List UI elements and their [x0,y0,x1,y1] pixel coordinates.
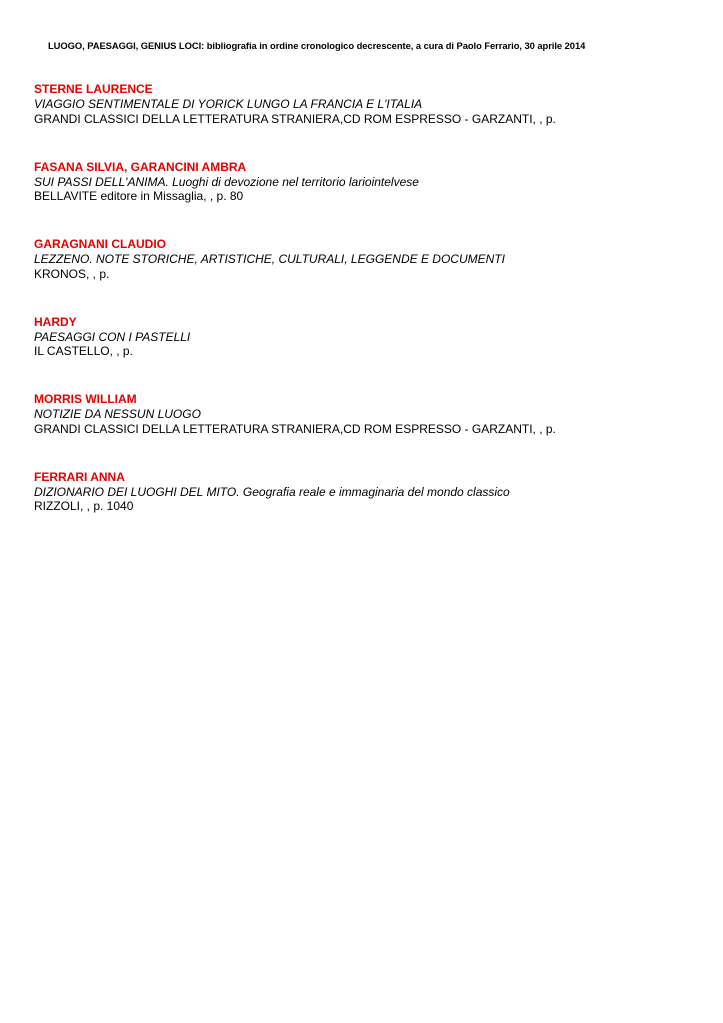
bibliography-list [34,82,704,548]
entry-author: MORRIS WILLIAM [34,392,137,407]
bibliography-entry [34,392,704,470]
entry-title: NOTIZIE DA NESSUN LUOGO [34,407,201,422]
bibliography-entry [34,160,704,238]
bibliography-entry [34,237,704,315]
bibliography-entry [34,470,704,548]
entry-publisher: BELLAVITE editore in Missaglia, , p. 80 [34,189,244,204]
entry-publisher: GRANDI CLASSICI DELLA LETTERATURA STRANIERA,CD ROM ESPRESSO - GARZANTI, , p. [34,111,556,126]
entry-publisher: GRANDI CLASSICI DELLA LETTERATURA STRANIERA,CD ROM ESPRESSO - GARZANTI, , p. [34,421,556,436]
entry-author: GARAGNANI CLAUDIO [34,237,166,252]
entry-author: HARDY [34,314,77,329]
entry-title: DIZIONARIO DEI LUOGHI DEL MITO. Geografia reale e immaginaria del mondo classico [34,484,510,499]
entry-publisher: IL CASTELLO, , p. [34,344,133,359]
entry-author: FASANA SILVIA, GARANCINI AMBRA [34,159,247,174]
entry-title: VIAGGIO SENTIMENTALE DI YORICK LUNGO LA FRANCIA E L'ITALIA [34,97,423,111]
entry-title: LEZZENO. NOTE STORICHE, ARTISTICHE, CULTURALI, LEGGENDE E DOCUMENTI [34,252,505,267]
entry-publisher: RIZZOLI, , p. 1040 [34,499,134,514]
entry-title: PAESAGGI CON I PASTELLI [34,329,191,344]
page-header: LUOGO, PAESAGGI, GENIUS LOCI: bibliografia in ordine cronologico decrescente, a cura di Paolo Ferrario, 30 aprile 2014 [48,40,586,51]
bibliography-entry [34,315,704,393]
entry-author: STERNE LAURENCE [34,82,153,96]
entry-author: FERRARI ANNA [34,469,125,484]
bibliography-entry [34,82,704,160]
entry-publisher: KRONOS, , p. [34,266,110,281]
entry-title: SUI PASSI DELL'ANIMA. Luoghi di devozione nel territorio lariointelvese [34,174,419,189]
